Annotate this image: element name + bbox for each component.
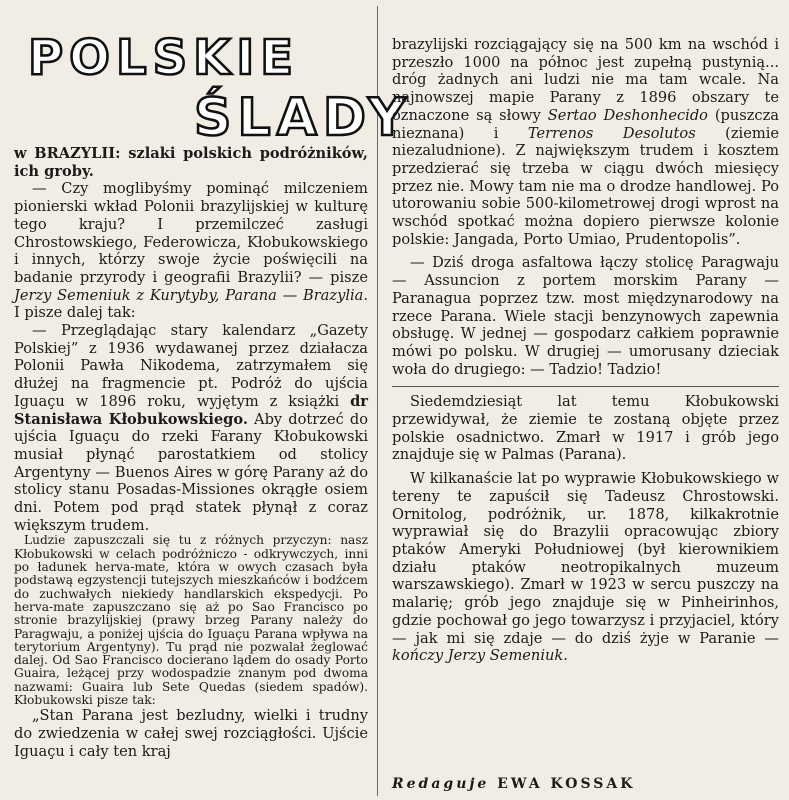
author-signature: Jerzy Semeniuk z Kurytyby, Parana — Brazylia: [14, 286, 364, 304]
letter-paragraph: [14, 322, 368, 534]
prediction-paragraph: Siedemdziesiąt lat temu Kłobukowski przewidywał, że ziemie te zostaną objęte przez polskie osadnictwo. Zmarł w 1917 i grób jego znajduje się w Palmas (Parana).: [392, 393, 779, 464]
editor-label: Redaguje: [392, 776, 490, 792]
letter-intro-paragraph: [14, 180, 368, 322]
book-author: dr Stanisława Kłobukowskiego.: [14, 392, 368, 428]
paragraph-text: (ziemie niezaludnione). Z największym trudem i kosztem przedzierać się trzeba w ciągu dwóch miesięcy przez nie. Mowy tam nie ma o drodze handlowej. Po utorowaniu sobie 500-kilometrowej drogi wprost na wschód spotkać można dopiero pierwsze kolonie polskie: Jangada, Porto Umiao, Prudentopolis”.: [392, 124, 780, 248]
paragraph-text: — Czy moglibyśmy pominąć milczeniem pionierski wkład Polonii brazylijskiej w kulturę tego kraju? I przemilczeć zasługi Chrostowskiego, Federowicza, Kłobukowskiego i innych, którzy swoje życie poświęcili na badanie przyrody i geografii Brazylii? — pisze: [14, 180, 368, 286]
editor-credit: [392, 776, 635, 792]
section-header: [14, 0, 412, 148]
quote-paragraph: „Stan Parana jest bezludny, wielki i trudny do zwiedzenia w całej swej rozciągłości. Ujście Iguaçu i cały ten kraj: [14, 707, 368, 760]
lead-paragraph: [14, 145, 368, 180]
section-title-line1: POLSKIE: [28, 30, 299, 86]
lead-city: w BRAZYLII:: [14, 145, 121, 162]
section-title-line2: ŚLADY: [194, 88, 412, 148]
paragraph-text: — Przeglądając stary kalendarz „Gazety Polskiej” z 1936 wydawanej przez działacza Polonii Pawła Nikodema, zatrzymałem się dłużej na fragmencie pt. Podróż do ujścia Iguaçu w 1896 roku, wyjętym z książki: [14, 322, 368, 410]
paragraph-text: Aby dotrzeć do ujścia Iguaçu do rzeki Farany Kłobukowski musiał płynąć parostatkiem od stolicy Argentyny — Buenos Aires w górę Parany aż do stolicy stanu Posadas-Missiones okrągłe osiem dni. Potem pod prąd statek płynął z coraz większym trudem.: [14, 410, 369, 534]
term-1: Sertao Deshonhecido: [547, 106, 708, 124]
lead-rest: szlaki polskich podróżników, ich groby.: [14, 145, 368, 180]
quote-continuation-paragraph: [392, 36, 779, 248]
right-column: [378, 0, 789, 800]
paragraph-text: W kilkanaście lat po wyprawie Kłobukowskiego w tereny te zapuścił się Tadeusz Chrostowski. Ornitolog, podróżnik, ur. 1878, kilkakrotnie wyprawiał się do Brazylii opracowując zbiory ptaków Ameryki Południowej (był kierownikiem działu ptaków neotropikalnych muzeum warszawskiego). Zmarł w 1923 w sercu puszczy na malarię; grób jego znajduje się w Pinheirinhos, gdzie pochował go jego towarzysz i przyjaciel, który — jak mi się zdaje — do dziś żyje w Paranie —: [392, 470, 779, 647]
divider: [392, 386, 779, 387]
small-print-paragraph: Ludzie zapuszczali się tu z różnych przyczyn: nasz Kłobukowski w celach podróżniczo - odkrywczych, inni po ładunek herva-mate, która w owych czasach była podstawą egzystencji tutejszych mieszkańców i bodźcem do zuchwałych niekiedy handlarskich ekspedycji. Po herva-mate zapuszczano się aż po Sao Francisco po stronie brazylijskiej (prawy brzeg Parany należy do Paragwaju, a poniżej ujścia do Iguaçu Parana wpływa na terytorium Argentyny). Tu prąd nie pozwalał żeglować dalej. Od Sao Francisco docierano lądem do osady Porto Guaira, leżącej przy wodospadzie znanym pod dwoma nazwami: Guaira lub Sete Quedas (siedem spadów). Kłobukowski pisze tak:: [14, 533, 368, 708]
paragraph-text: (puszcza nieznana) i: [392, 106, 779, 142]
road-paragraph: — Dziś droga asfaltowa łączy stolicę Paragwaju — Assuncion z portem morskim Parany — Paranagua poprzez tzw. most międzynarodowy na rzece Parana. Wiele stacji benzynowych zapewnia obsługę. W jednej — gospodarz całkiem poprawnie mówi po polsku. W drugiej — umorusany dzieciak woła do drugiego: — Tadzio! Tadzio!: [392, 254, 779, 378]
paragraph-text: . I pisze dalej tak:: [14, 286, 368, 322]
chrostowski-paragraph: [392, 470, 779, 665]
paragraph-text: brazylijski rozciągający się na 500 km na wschód i przeszło 1000 na północ jest zupełną pustynią... dróg żadnych ani ludzi nie ma tam wcale. Na najnowszej mapie Parany z 1896 obszary te oznaczone są słowy: [392, 36, 779, 124]
closing-signature: kończy Jerzy Semeniuk.: [392, 647, 568, 665]
editor-name: EWA KOSSAK: [497, 776, 636, 792]
term-2: Terrenos Desolutos: [527, 124, 696, 142]
